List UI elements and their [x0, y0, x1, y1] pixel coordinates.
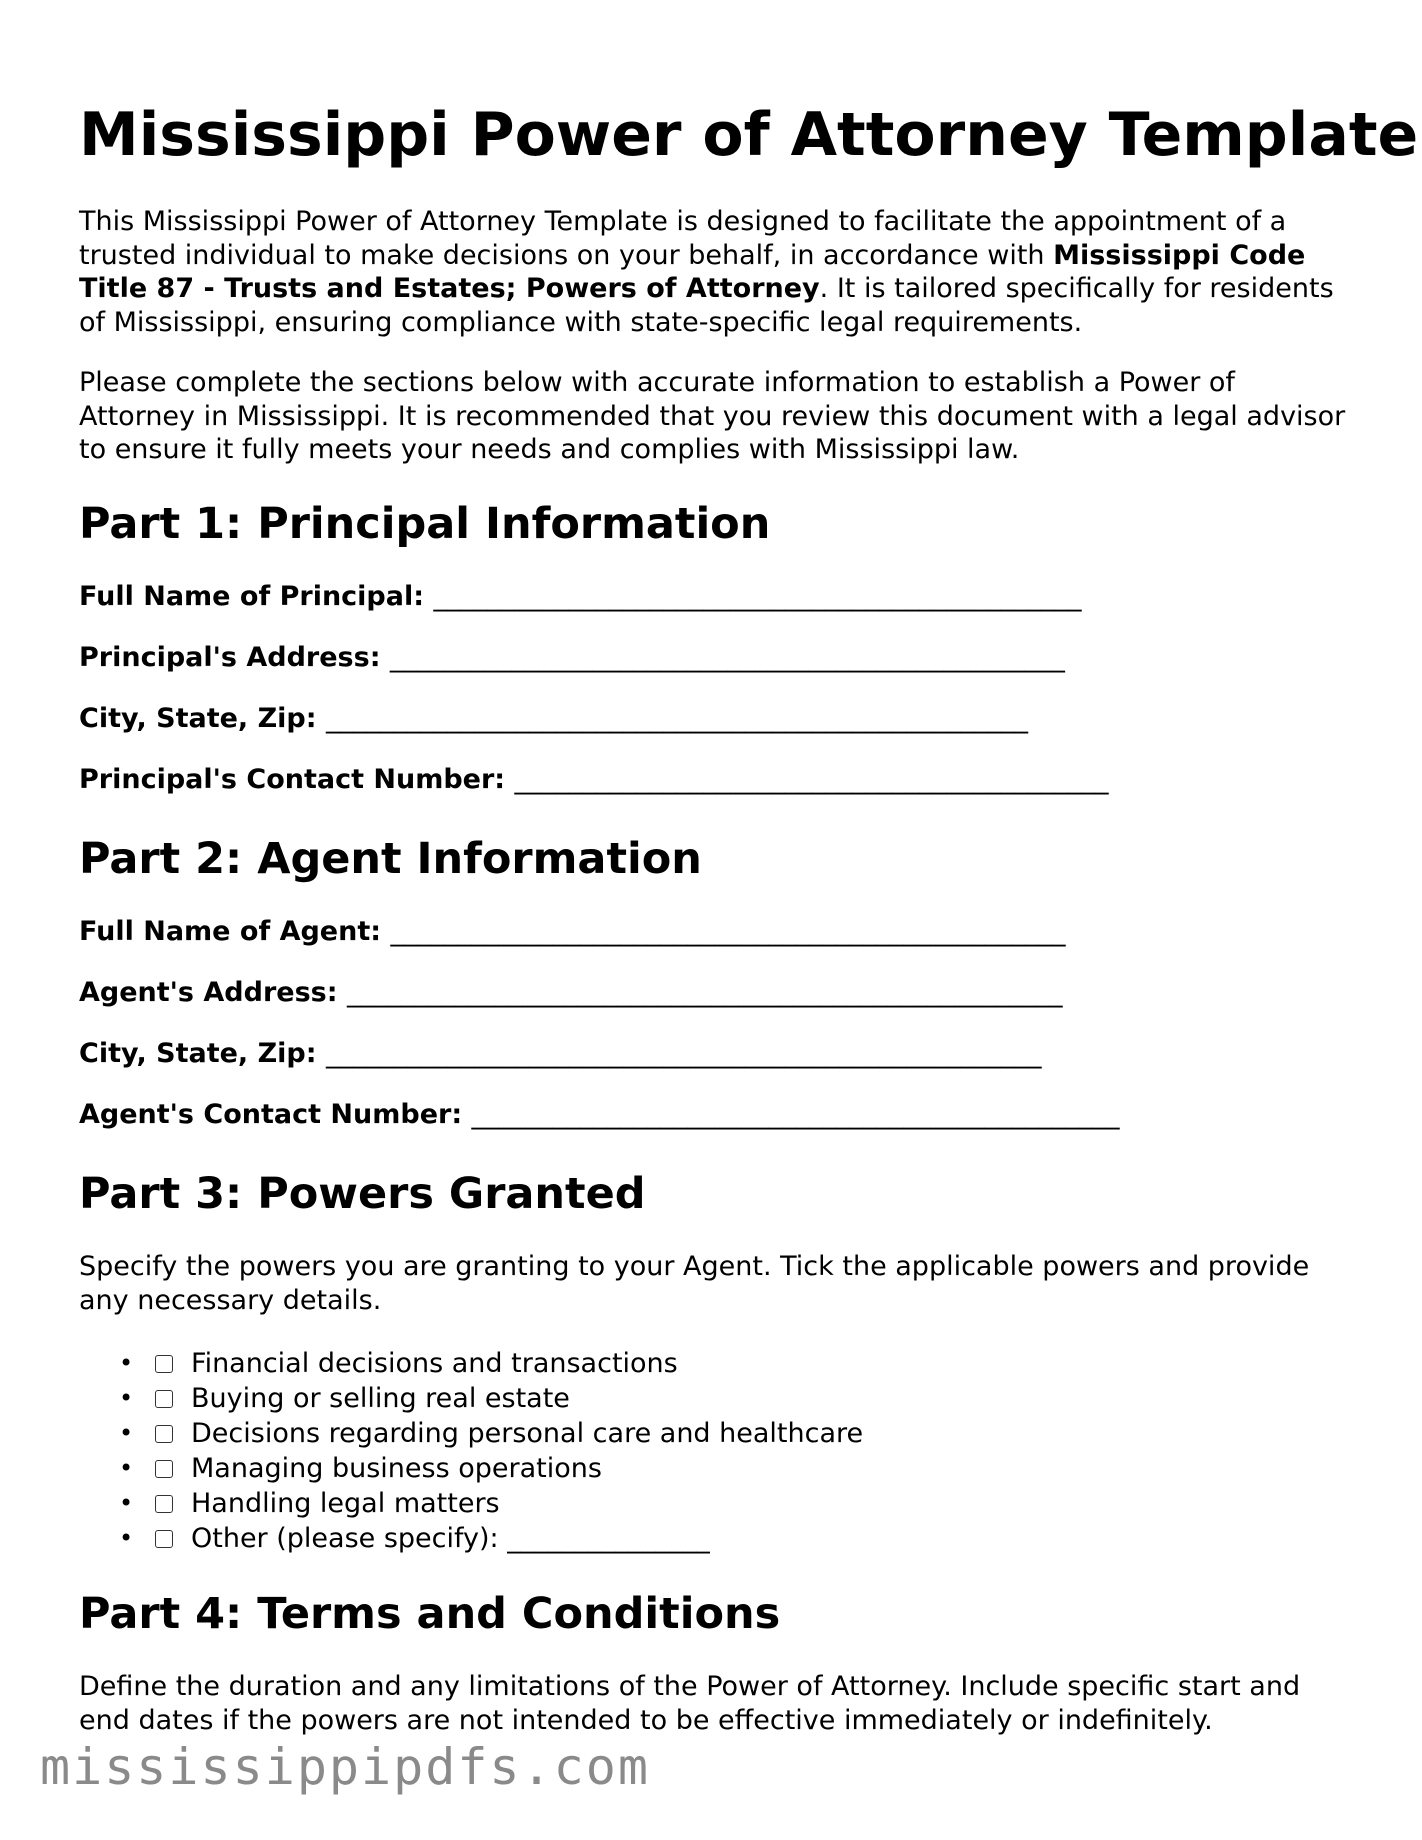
field-label: Full Name of Principal:: [79, 581, 425, 612]
checkbox[interactable]: [155, 1355, 173, 1373]
blank-line[interactable]: ____________________________________________: [514, 764, 1109, 795]
checkbox[interactable]: [155, 1390, 173, 1408]
intro-paragraph-2: Please complete the sections below with accurate information to establish a Power of Attorney in Mississippi. It is recommended that you review this document with a legal advisor to ensure it fully meets your needs and complies with Mississippi law.: [79, 367, 1346, 465]
blank-line[interactable]: __________________________________________________: [389, 642, 1065, 673]
option-label: Buying or selling real estate: [191, 1383, 570, 1414]
list-item: [79, 1381, 863, 1416]
intro1-statute-reference: Mississippi Code Title 87 - Trusts and Estates; Powers of Attorney: [79, 239, 1306, 304]
checkbox[interactable]: [155, 1495, 173, 1513]
page-title: Mississippi Power of Attorney Template: [79, 100, 1419, 170]
bullet-icon: •: [119, 1489, 134, 1517]
bullet-icon: •: [119, 1349, 134, 1377]
option-label: Decisions regarding personal care and healthcare: [191, 1418, 864, 1449]
part4-intro: Define the duration and any limitations of the Power of Attorney. Include specific start and end dates if the powers are not intended to be effective immediately or indefinitely.: [79, 1671, 1301, 1736]
part3-heading: Part 3: Powers Granted: [79, 1169, 646, 1219]
list-item: [79, 1486, 863, 1521]
bullet-icon: •: [119, 1419, 134, 1447]
list-item: [79, 1451, 863, 1486]
part2-heading: Part 2: Agent Information: [79, 834, 702, 884]
part4-heading: Part 4: Terms and Conditions: [79, 1589, 781, 1639]
intro-paragraph-1: [79, 205, 1349, 339]
bullet-icon: •: [119, 1524, 134, 1552]
blank-line[interactable]: _____________________________________________________: [346, 977, 1063, 1008]
intro1-text-start: This Mississippi Power of Attorney Template is designed to facilitate the appointment of a trusted individual to make decisions on your behalf, in accordance with: [79, 206, 1287, 271]
blank-line[interactable]: ________________________________________________: [433, 581, 1082, 612]
field-label: Principal's Contact Number:: [79, 764, 506, 795]
watermark: mississippipdfs.com: [40, 1738, 650, 1796]
intro1-text-end: . It is tailored specifically for residents of Mississippi, ensuring compliance with state-specific legal requirements.: [79, 273, 1334, 338]
list-item: [79, 1416, 863, 1451]
checkbox[interactable]: [155, 1460, 173, 1478]
bullet-icon: •: [119, 1384, 134, 1412]
option-label: Financial decisions and transactions: [191, 1348, 678, 1379]
option-label: Other (please specify): _______________: [191, 1523, 710, 1554]
part1-heading: Part 1: Principal Information: [79, 499, 771, 549]
checkbox[interactable]: [155, 1425, 173, 1443]
option-label: Handling legal matters: [191, 1488, 500, 1519]
list-item: [79, 1521, 863, 1556]
principal-city-state-zip-field[interactable]: [79, 701, 1028, 737]
powers-checklist: [79, 1346, 863, 1556]
agent-name-field[interactable]: [79, 914, 1065, 950]
field-label: City, State, Zip:: [79, 1038, 317, 1069]
principal-contact-field[interactable]: [79, 762, 1109, 798]
field-label: Full Name of Agent:: [79, 916, 382, 947]
field-label: Principal's Address:: [79, 642, 381, 673]
principal-address-field[interactable]: [79, 640, 1065, 676]
field-label: Agent's Address:: [79, 977, 338, 1008]
checkbox[interactable]: [155, 1530, 173, 1548]
blank-line[interactable]: __________________________________________________: [390, 916, 1066, 947]
agent-address-field[interactable]: [79, 975, 1062, 1011]
blank-line[interactable]: _____________________________________________________: [325, 1038, 1042, 1069]
bullet-icon: •: [119, 1454, 134, 1482]
agent-contact-field[interactable]: [79, 1097, 1120, 1133]
part3-intro: Specify the powers you are granting to your Agent. Tick the applicable powers and provide any necessary details.: [79, 1251, 1310, 1316]
field-label: City, State, Zip:: [79, 703, 317, 734]
field-label: Agent's Contact Number:: [79, 1099, 463, 1130]
blank-line[interactable]: ____________________________________________________: [325, 703, 1028, 734]
blank-line[interactable]: ________________________________________________: [471, 1099, 1120, 1130]
list-item: [79, 1346, 863, 1381]
agent-city-state-zip-field[interactable]: [79, 1036, 1041, 1072]
option-label: Managing business operations: [191, 1453, 602, 1484]
principal-name-field[interactable]: [79, 579, 1081, 615]
